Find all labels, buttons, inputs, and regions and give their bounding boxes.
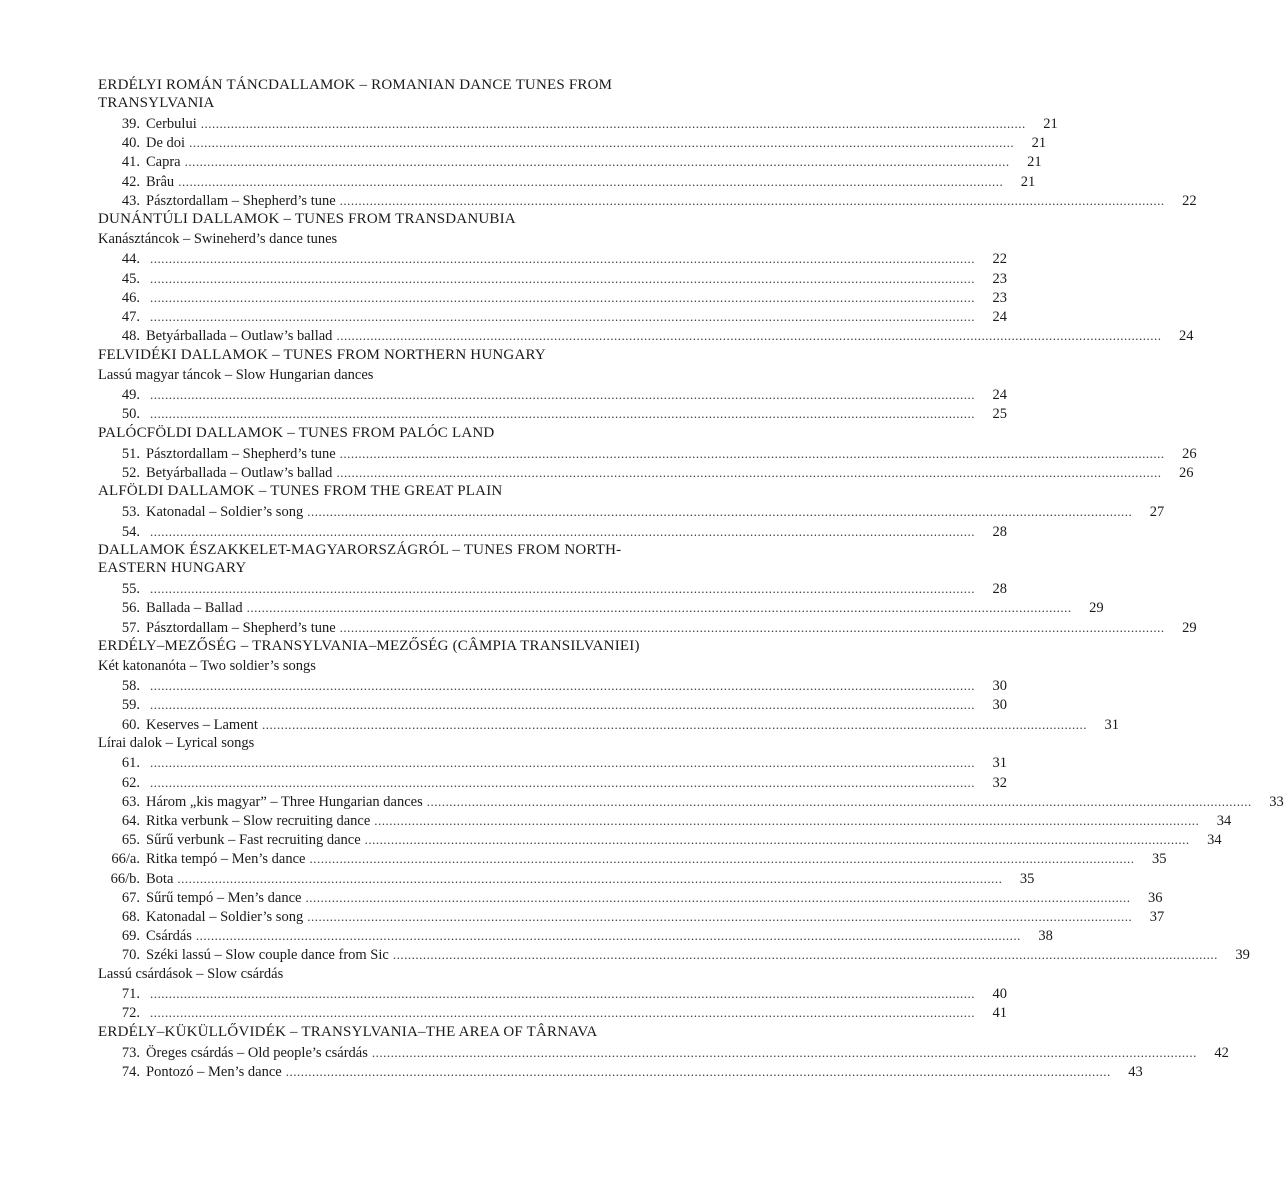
- entry-title: Ballada – Ballad: [146, 600, 243, 616]
- entry-page-number: 31: [1104, 717, 1119, 733]
- toc-entry: [98, 114, 1058, 133]
- entry-number: 64.: [121, 813, 140, 829]
- toc-entry: [98, 463, 1194, 482]
- entry-page-number: 27: [1149, 504, 1165, 520]
- entry-page-number: 43: [1128, 1064, 1143, 1080]
- section-heading: TRANSYLVANIA: [98, 95, 215, 111]
- dot-leader: ............................................................................................................................................................................................................................: [150, 271, 975, 286]
- entry-title: Ritka tempó – Men’s dance: [146, 851, 306, 867]
- entry-page-number: 21: [1043, 116, 1058, 132]
- entry-number: 72.: [121, 1005, 140, 1021]
- entry-number: 66/b.: [110, 871, 140, 887]
- toc-entry: [98, 288, 1007, 307]
- entry-page-number: 24: [992, 309, 1007, 325]
- entry-page-number: 30: [992, 697, 1007, 713]
- entry-page-number: 23: [992, 290, 1007, 306]
- dot-leader: ............................................................................................................................................................................................................................: [150, 251, 975, 266]
- toc-entry: [98, 191, 1197, 210]
- dot-leader: ............................................................................................................................................................................................................................: [246, 600, 1072, 615]
- entry-number: 63.: [121, 794, 140, 810]
- entry-page-number: 24: [1178, 328, 1194, 344]
- entry-page-number: 25: [992, 406, 1007, 422]
- entry-title: Három „kis magyar” – Three Hungarian dances: [146, 794, 423, 810]
- entry-page-number: 21: [1020, 174, 1036, 190]
- entry-title: Öreges csárdás – Old people’s csárdás: [146, 1045, 368, 1061]
- toc-entry: [98, 792, 1284, 811]
- entry-number: 43.: [121, 193, 140, 209]
- entry-page-number: 40: [992, 986, 1007, 1002]
- entry-page-number: 38: [1038, 928, 1053, 944]
- entry-page-number: 42: [1214, 1045, 1229, 1061]
- entry-page-number: 22: [1182, 193, 1197, 209]
- entry-page-number: 36: [1147, 890, 1163, 906]
- entry-number: 66/a.: [111, 851, 140, 867]
- entry-number: 73.: [121, 1045, 140, 1061]
- entry-page-number: 37: [1149, 909, 1165, 925]
- entry-number: 71.: [121, 986, 140, 1002]
- entry-page-number: 39: [1235, 947, 1250, 963]
- dot-leader: ............................................................................................................................................................................................................................: [336, 465, 1162, 480]
- entry-title: Bota: [146, 871, 174, 887]
- entry-number: 56.: [121, 600, 140, 616]
- section-heading: FELVIDÉKI DALLAMOK – TUNES FROM NORTHERN HUNGARY: [98, 347, 546, 363]
- toc-entry: [98, 404, 1007, 423]
- toc-entry: [98, 830, 1222, 849]
- entry-page-number: 32: [992, 775, 1007, 791]
- entry-number: 49.: [121, 387, 140, 403]
- dot-leader: ............................................................................................................................................................................................................................: [150, 678, 975, 693]
- entry-page-number: 22: [992, 251, 1007, 267]
- entry-number: 46.: [121, 290, 140, 306]
- toc-entry: [98, 502, 1165, 521]
- subsection-heading: Két katonanóta – Two soldier’s songs: [98, 658, 316, 674]
- entry-page-number: 33: [1269, 794, 1284, 810]
- entry-number: 59.: [121, 697, 140, 713]
- entry-number: 74.: [121, 1064, 140, 1080]
- entry-page-number: 21: [1027, 154, 1042, 170]
- dot-leader: ............................................................................................................................................................................................................................: [150, 697, 975, 712]
- toc-entry: [98, 269, 1007, 288]
- entry-number: 69.: [121, 928, 140, 944]
- section-heading: ERDÉLYI ROMÁN TÁNCDALLAMOK – ROMANIAN DANCE TUNES FROM: [98, 77, 613, 93]
- section-heading: PALÓCFÖLDI DALLAMOK – TUNES FROM PALÓC LAND: [98, 425, 495, 441]
- dot-leader: ............................................................................................................................................................................................................................: [261, 717, 1087, 732]
- dot-leader: ............................................................................................................................................................................................................................: [364, 832, 1190, 847]
- toc-entry: [98, 522, 1007, 541]
- dot-leader: ............................................................................................................................................................................................................................: [374, 813, 1200, 828]
- dot-leader: ............................................................................................................................................................................................................................: [305, 890, 1131, 905]
- dot-leader: ............................................................................................................................................................................................................................: [150, 309, 975, 324]
- toc-entry: [98, 385, 1007, 404]
- entry-page-number: 29: [1182, 620, 1197, 636]
- dot-leader: ............................................................................................................................................................................................................................: [150, 986, 975, 1001]
- entry-page-number: 23: [992, 271, 1007, 287]
- entry-number: 52.: [121, 465, 140, 481]
- entry-title: Pontozó – Men’s dance: [146, 1064, 282, 1080]
- subsection-heading: Lassú csárdások – Slow csárdás: [98, 966, 284, 982]
- entry-title: Ritka verbunk – Slow recruiting dance: [146, 813, 371, 829]
- toc-entry: [98, 715, 1119, 734]
- entry-number: 42.: [121, 174, 140, 190]
- entry-number: 48.: [121, 328, 140, 344]
- dot-leader: ............................................................................................................................................................................................................................: [189, 135, 1015, 150]
- toc-entry: [98, 773, 1007, 792]
- entry-number: 44.: [121, 251, 140, 267]
- toc-entry: [98, 618, 1197, 637]
- entry-number: 50.: [121, 406, 140, 422]
- toc-entry: [98, 444, 1197, 463]
- dot-leader: ............................................................................................................................................................................................................................: [150, 290, 975, 305]
- dot-leader: ............................................................................................................................................................................................................................: [184, 154, 1010, 169]
- toc-entry: [98, 869, 1035, 888]
- section-heading: ERDÉLY–KÜKÜLLŐVIDÉK – TRANSYLVANIA–THE AREA OF TÂRNAVA: [98, 1024, 598, 1040]
- dot-leader: ............................................................................................................................................................................................................................: [150, 406, 975, 421]
- toc-entry: [98, 849, 1167, 868]
- dot-leader: ............................................................................................................................................................................................................................: [339, 446, 1165, 461]
- entry-number: 60.: [121, 717, 140, 733]
- entry-number: 41.: [121, 154, 140, 170]
- toc-entry: [98, 1003, 1007, 1022]
- dot-leader: ............................................................................................................................................................................................................................: [150, 775, 975, 790]
- entry-number: 39.: [121, 116, 140, 132]
- dot-leader: ............................................................................................................................................................................................................................: [150, 755, 975, 770]
- toc-entry: [98, 907, 1165, 926]
- section-heading: DALLAMOK ÉSZAKKELET-MAGYARORSZÁGRÓL – TUNES FROM NORTH-: [98, 542, 622, 558]
- toc-entry: [98, 326, 1194, 345]
- toc-entry: [98, 888, 1163, 907]
- entry-page-number: 28: [992, 581, 1007, 597]
- entry-number: 62.: [121, 775, 140, 791]
- subsection-heading: Lírai dalok – Lyrical songs: [98, 735, 255, 751]
- section-heading: EASTERN HUNGARY: [98, 560, 247, 576]
- toc-entry: [98, 926, 1053, 945]
- dot-leader: ............................................................................................................................................................................................................................: [177, 871, 1003, 886]
- toc-entry: [98, 1062, 1143, 1081]
- toc-entry: [98, 676, 1007, 695]
- toc-entry: [98, 307, 1007, 326]
- entry-title: Betyárballada – Outlaw’s ballad: [146, 465, 333, 481]
- entry-page-number: 31: [992, 755, 1007, 771]
- entry-number: 68.: [121, 909, 140, 925]
- entry-number: 53.: [121, 504, 140, 520]
- entry-number: 67.: [121, 890, 140, 906]
- dot-leader: ............................................................................................................................................................................................................................: [336, 328, 1162, 343]
- toc-entry: [98, 695, 1007, 714]
- toc-entry: [98, 133, 1047, 152]
- entry-page-number: 30: [992, 678, 1007, 694]
- toc-entry: [98, 811, 1232, 830]
- entry-title: Capra: [146, 154, 181, 170]
- dot-leader: ............................................................................................................................................................................................................................: [150, 1005, 975, 1020]
- entry-title: Katonadal – Soldier’s song: [146, 504, 304, 520]
- toc-entry: [98, 945, 1250, 964]
- dot-leader: ............................................................................................................................................................................................................................: [307, 504, 1133, 519]
- entry-page-number: 28: [992, 524, 1007, 540]
- dot-leader: ............................................................................................................................................................................................................................: [309, 851, 1135, 866]
- entry-number: 55.: [121, 581, 140, 597]
- entry-number: 70.: [121, 947, 140, 963]
- toc-entry: [98, 984, 1007, 1003]
- dot-leader: ............................................................................................................................................................................................................................: [426, 794, 1252, 809]
- toc-entry: [98, 598, 1104, 617]
- toc-entry: [98, 172, 1036, 191]
- dot-leader: ............................................................................................................................................................................................................................: [150, 581, 975, 596]
- dot-leader: ............................................................................................................................................................................................................................: [392, 947, 1218, 962]
- entry-title: Sűrű verbunk – Fast recruiting dance: [146, 832, 361, 848]
- toc-entry: [98, 249, 1007, 268]
- entry-page-number: 41: [992, 1005, 1007, 1021]
- entry-title: Betyárballada – Outlaw’s ballad: [146, 328, 333, 344]
- entry-title: Katonadal – Soldier’s song: [146, 909, 304, 925]
- entry-title: Széki lassú – Slow couple dance from Sic: [146, 947, 389, 963]
- entry-page-number: 29: [1089, 600, 1104, 616]
- entry-number: 40.: [121, 135, 140, 151]
- entry-page-number: 34: [1216, 813, 1232, 829]
- dot-leader: ............................................................................................................................................................................................................................: [150, 524, 975, 539]
- entry-title: Sűrű tempó – Men’s dance: [146, 890, 302, 906]
- entry-title: Brâu: [146, 174, 175, 190]
- toc-entry: [98, 753, 1007, 772]
- entry-title: Pásztordallam – Shepherd’s tune: [146, 193, 336, 209]
- entry-number: 51.: [121, 446, 140, 462]
- subsection-heading: Kanásztáncok – Swineherd’s dance tunes: [98, 231, 338, 247]
- subsection-heading: Lassú magyar táncok – Slow Hungarian dances: [98, 367, 374, 383]
- dot-leader: ............................................................................................................................................................................................................................: [200, 116, 1026, 131]
- section-heading: DUNÁNTÚLI DALLAMOK – TUNES FROM TRANSDANUBIA: [98, 211, 516, 227]
- dot-leader: ............................................................................................................................................................................................................................: [339, 193, 1165, 208]
- entry-title: Cerbului: [146, 116, 197, 132]
- dot-leader: ............................................................................................................................................................................................................................: [150, 387, 975, 402]
- toc-entry: [98, 579, 1007, 598]
- entry-page-number: 26: [1178, 465, 1194, 481]
- section-heading: ALFÖLDI DALLAMOK – TUNES FROM THE GREAT PLAIN: [98, 483, 503, 499]
- section-heading: ERDÉLY–MEZŐSÉG – TRANSYLVANIA–MEZŐSÉG (CÂMPIA TRANSILVANIEI): [98, 638, 640, 654]
- entry-number: 54.: [121, 524, 140, 540]
- dot-leader: ............................................................................................................................................................................................................................: [371, 1045, 1197, 1060]
- dot-leader: ............................................................................................................................................................................................................................: [285, 1064, 1111, 1079]
- toc-entry: [98, 152, 1042, 171]
- entry-page-number: 35: [1019, 871, 1035, 887]
- entry-title: De doi: [146, 135, 186, 151]
- entry-number: 61.: [121, 755, 140, 771]
- entry-page-number: 34: [1207, 832, 1222, 848]
- entry-number: 57.: [121, 620, 140, 636]
- dot-leader: ............................................................................................................................................................................................................................: [195, 928, 1021, 943]
- entry-number: 58.: [121, 678, 140, 694]
- dot-leader: ............................................................................................................................................................................................................................: [178, 174, 1004, 189]
- entry-page-number: 26: [1182, 446, 1197, 462]
- entry-title: Csárdás: [146, 928, 192, 944]
- entry-title: Keserves – Lament: [146, 717, 258, 733]
- entry-page-number: 21: [1031, 135, 1047, 151]
- dot-leader: ............................................................................................................................................................................................................................: [339, 620, 1165, 635]
- entry-number: 65.: [121, 832, 140, 848]
- toc-entry: [98, 1043, 1229, 1062]
- entry-number: 47.: [121, 309, 140, 325]
- entry-title: Pásztordallam – Shepherd’s tune: [146, 446, 336, 462]
- dot-leader: ............................................................................................................................................................................................................................: [307, 909, 1133, 924]
- entry-title: Pásztordallam – Shepherd’s tune: [146, 620, 336, 636]
- entry-page-number: 35: [1151, 851, 1167, 867]
- entry-page-number: 24: [992, 387, 1007, 403]
- entry-number: 45.: [121, 271, 140, 287]
